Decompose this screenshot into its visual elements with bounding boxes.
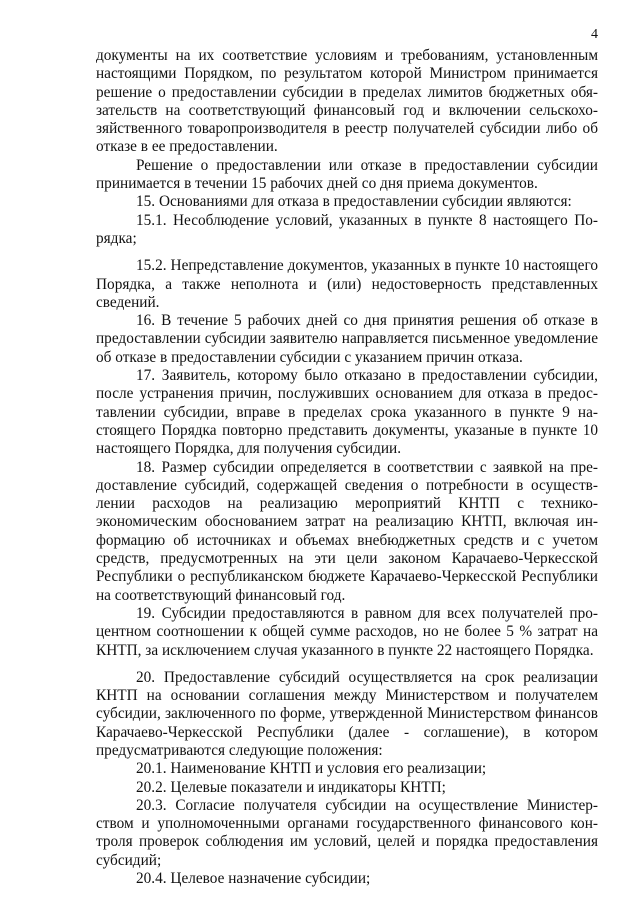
- paragraph-16: 16. В течение 5 рабочих дней со дня принятия решения об отказе в предоставлении субсидии заявителю направляется письменное уведомление об отказе в предоставлении субсидии с указанием причин отказа.: [96, 312, 598, 366]
- paragraph-20-4: 20.4. Целевое назначение субсидии;: [136, 870, 371, 888]
- document-body: [96, 47, 598, 888]
- paragraph-18: 18. Размер субсидии определяется в соответствии с заявкой на предоставление субсидий, содержащей сведения о потребности в осуществлении расходов на реализацию мероприятий КНТП с технико-экономическим обоснованием затрат на реализацию КНТП, включая информацию об источниках и объемах внебюджетных средств и с учетом средств, предусмотренных на эти цели законом Карачаево-Черкесской Республики о республиканском бюджете Карачаево-Черкесской Республики на соответствующий финансовый год.: [96, 458, 598, 604]
- paragraph-20-2: 20.2. Целевые показатели и индикаторы КНТП;: [136, 778, 446, 796]
- paragraph-decision-term: Решение о предоставлении или отказе в предоставлении субсидии принимается в течении 15 рабочих дней со дня приема документов.: [96, 156, 598, 193]
- paragraph-20: 20. Предоставление субсидий осуществляется на срок реализации КНТП на основании соглашения между Министерством и получателем субсидии, заключенного по форме, утвержденной Министерством финансов Карачаево-Черкесской Республики (далее - соглашение), в котором предусматриваются следующие положения:: [96, 668, 598, 759]
- paragraph-20-3: 20.3. Согласие получателя субсидии на осуществление Министерством и уполномоченными органами государственного финансового контроля проверок соблюдения им условий, целей и порядка предоставления субсидий;: [96, 796, 598, 869]
- paragraph-15-1: 15.1. Несоблюдение условий, указанных в пункте 8 настоящего Порядка;: [96, 211, 598, 247]
- paragraph-20-1: 20.1. Наименование КНТП и условия его реализации;: [136, 760, 487, 778]
- paragraph-15: 15. Основаниями для отказа в предоставлении субсидии являются:: [136, 193, 572, 211]
- paragraph-17: 17. Заявитель, которому было отказано в предоставлении субсидии, после устранения причин, послуживших основанием для отказа в предоставлении субсидии, вправе в пределах срока указанного в пункте 9 настоящего Порядка повторно представить документы, указаные в пункте 10 настоящего Порядка, для получения субсидии.: [96, 367, 598, 458]
- paragraph-19: 19. Субсидии предоставляются в равном для всех получателей процентном соотношении к общей сумме расходов, но не более 5 % затрат на КНТП, за исключением случая указанного в пункте 22 настоящего Порядка.: [96, 604, 598, 659]
- paragraph-15-2: 15.2. Непредставление документов, указанных в пункте 10 настоящего Порядка, а также неполнота и (или) недостоверность представленных сведений.: [96, 257, 598, 311]
- page-number: 4: [591, 27, 598, 42]
- paragraph-review-decision: документы на их соответствие условиям и требованиям, установленным настоящими Порядком, по результатом которой Министром принимается решение о предоставлении субсидии в пределах лимитов бюджетных обязательств на соответствующий финансовый год и включении сельскохозяйственного товаропроизводителя в реестр получателей субсидии либо об отказе в ее предоставлении.: [96, 47, 598, 156]
